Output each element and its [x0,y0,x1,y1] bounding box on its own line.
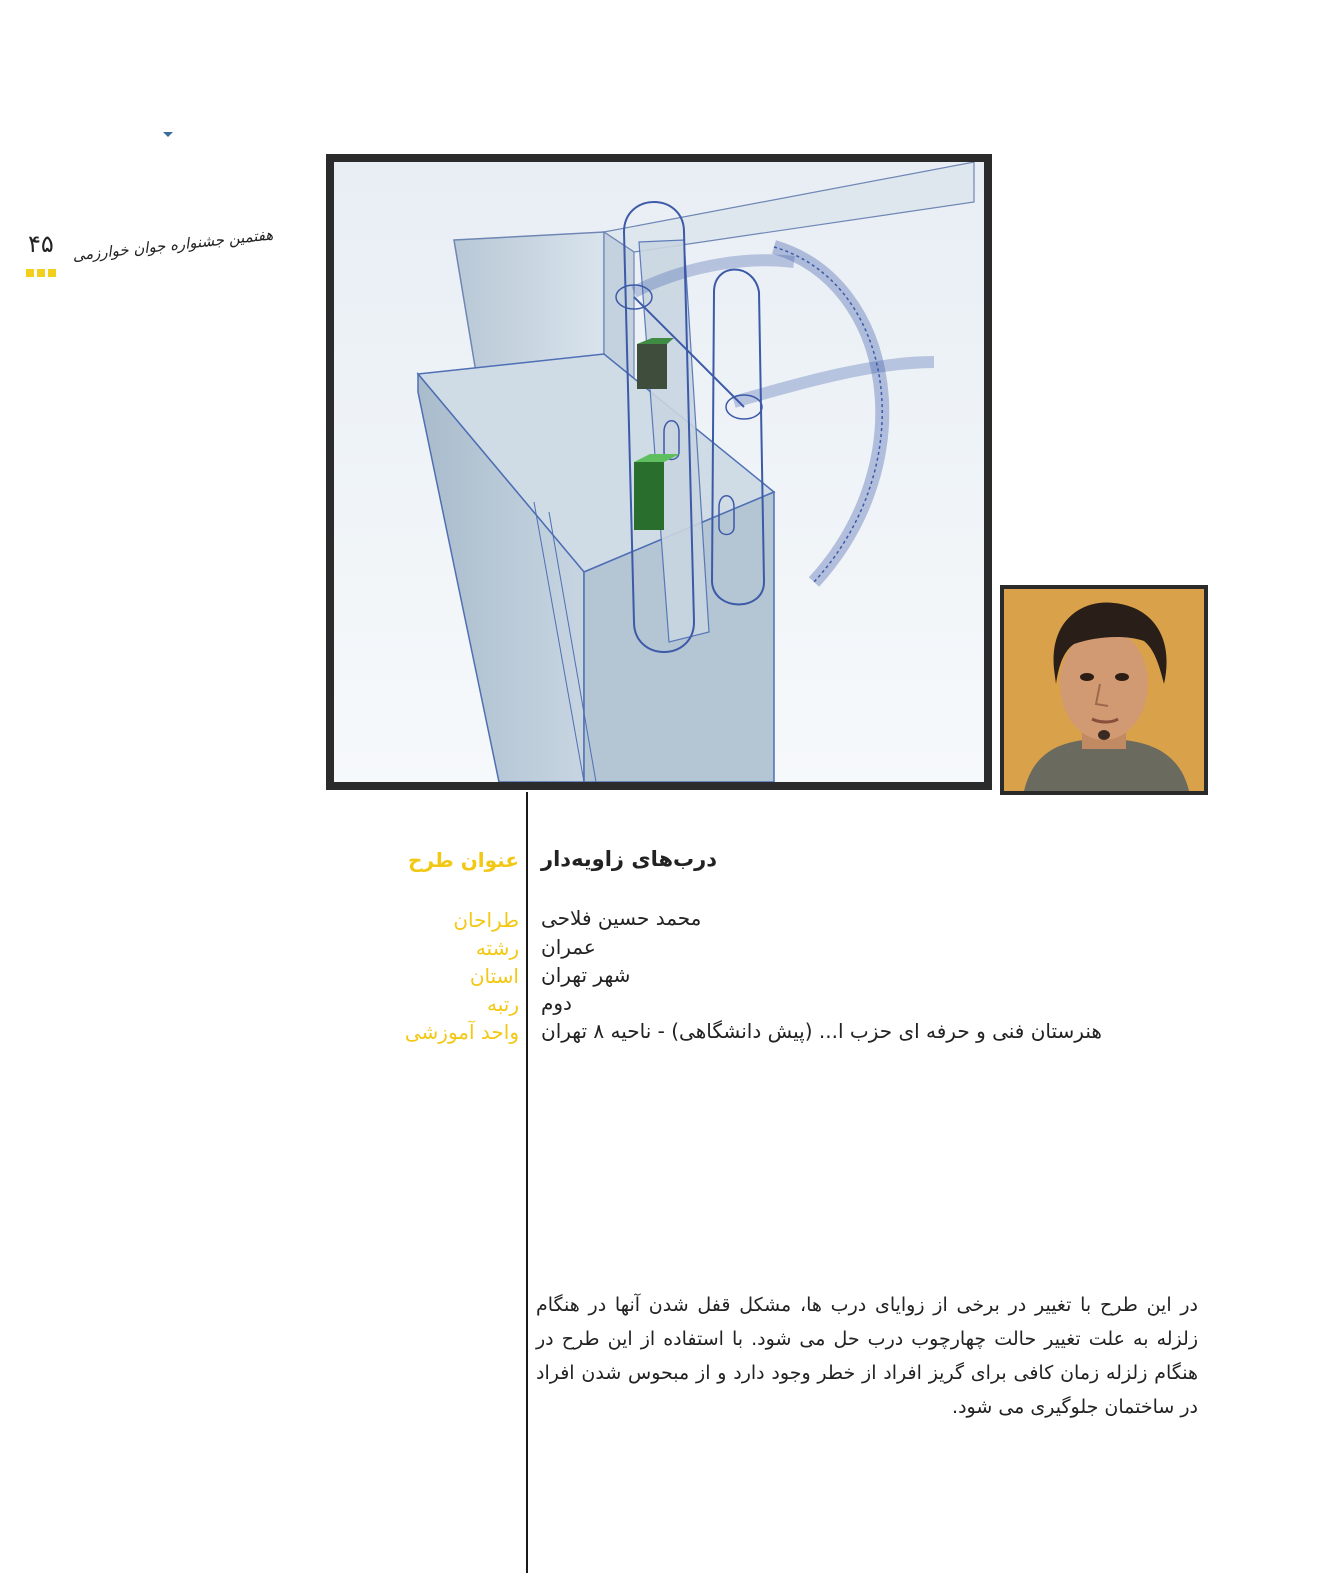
rank-label: رتبه [487,992,519,1016]
designer-portrait-illustration [1004,589,1204,791]
rank-value: دوم [541,991,572,1015]
door-render-illustration [334,162,984,782]
designer-photo [1004,589,1204,791]
door-frame-render-image [334,162,984,782]
render-image-frame [326,154,992,790]
province-value: شهر تهران [541,963,631,987]
designers-value: محمد حسین فلاحی [541,906,702,930]
vertical-divider [526,792,528,1573]
designer-photo-frame [1000,585,1208,795]
project-title: درب‌های زاویه‌دار [541,847,717,871]
page-number: ۴۵ [28,230,54,258]
province-label: استان [469,964,519,988]
school-value: هنرستان فنی و حرفه ای حزب ا... (پیش دانشگاهی) - ناحیه ۸ تهران [541,1019,1102,1043]
field-label: رشته [475,936,519,960]
field-value: عمران [541,935,596,959]
page-dots [26,262,59,281]
title-label: عنوان طرح [408,848,519,872]
tick-mark [163,132,173,137]
festival-title: هفتمین جشنواره جوان خوارزمی [71,225,274,265]
project-description: در این طرح با تغییر در برخی از زوایای درب ها، مشکل قفل شدن آنها در هنگام زلزله به علت تغییر حالت چهارچوب درب حل می شود. با استفاده از این طرح در هنگام زلزله زمان کافی برای گریز افراد از خطر وجود دارد و از مبحوس شدن افراد در ساختمان جلوگیری می شود. [536,1294,1198,1418]
designers-label: طراحان [453,908,519,932]
school-label: واحد آموزشی [404,1020,519,1044]
